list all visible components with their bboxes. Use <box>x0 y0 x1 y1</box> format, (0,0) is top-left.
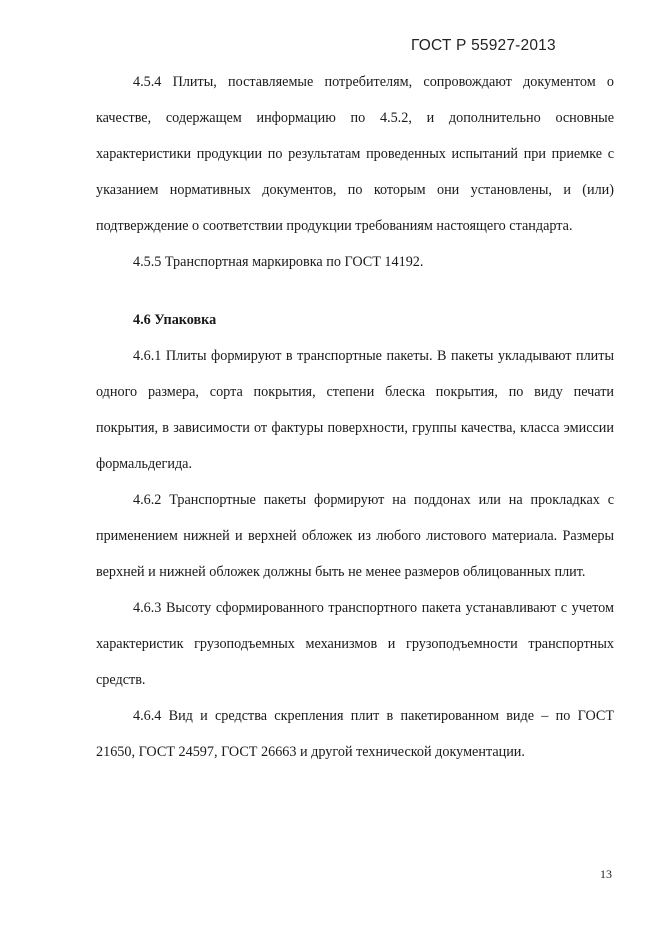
paragraph-4-5-4: 4.5.4 Плиты, поставляемые потребителям, сопровождают документом о качестве, содержащем информацию по 4.5.2, и дополнительно основные характеристики продукции по результатам проведенных испытаний при приемке с указанием нормативных документов, по которым они установлены, и (или) подтверждение о соответствии продукции требованиям настоящего стандарта. <box>96 74 614 234</box>
section-heading-4-6: 4.6 Упаковка <box>133 312 217 328</box>
paragraph-4-6-1: 4.6.1 Плиты формируют в транспортные пакеты. В пакеты укладывают плиты одного размера, сорта покрытия, степени блеска покрытия, по виду печати покрытия, в зависимости от фактуры поверхности, группы качества, класса эмиссии формальдегида. <box>96 348 614 472</box>
document-header-standard: ГОСТ Р 55927-2013 <box>411 37 556 54</box>
page-number: 13 <box>600 867 612 881</box>
paragraph-4-5-5: 4.5.5 Транспортная маркировка по ГОСТ 14192. <box>133 254 424 270</box>
paragraph-4-6-4: 4.6.4 Вид и средства скрепления плит в пакетированном виде – по ГОСТ 21650, ГОСТ 24597, ГОСТ 26663 и другой технической документации. <box>96 708 614 760</box>
paragraph-4-6-2: 4.6.2 Транспортные пакеты формируют на поддонах или на прокладках с применением нижней и верхней обложек из любого листового материала. Размеры верхней и нижней обложек должны быть не менее размеров облицованных плит. <box>96 492 614 580</box>
document-body <box>96 64 614 770</box>
paragraph-4-6-3: 4.6.3 Высоту сформированного транспортного пакета устанавливают с учетом характеристик грузоподъемных механизмов и грузоподъемности транспортных средств. <box>96 600 614 688</box>
